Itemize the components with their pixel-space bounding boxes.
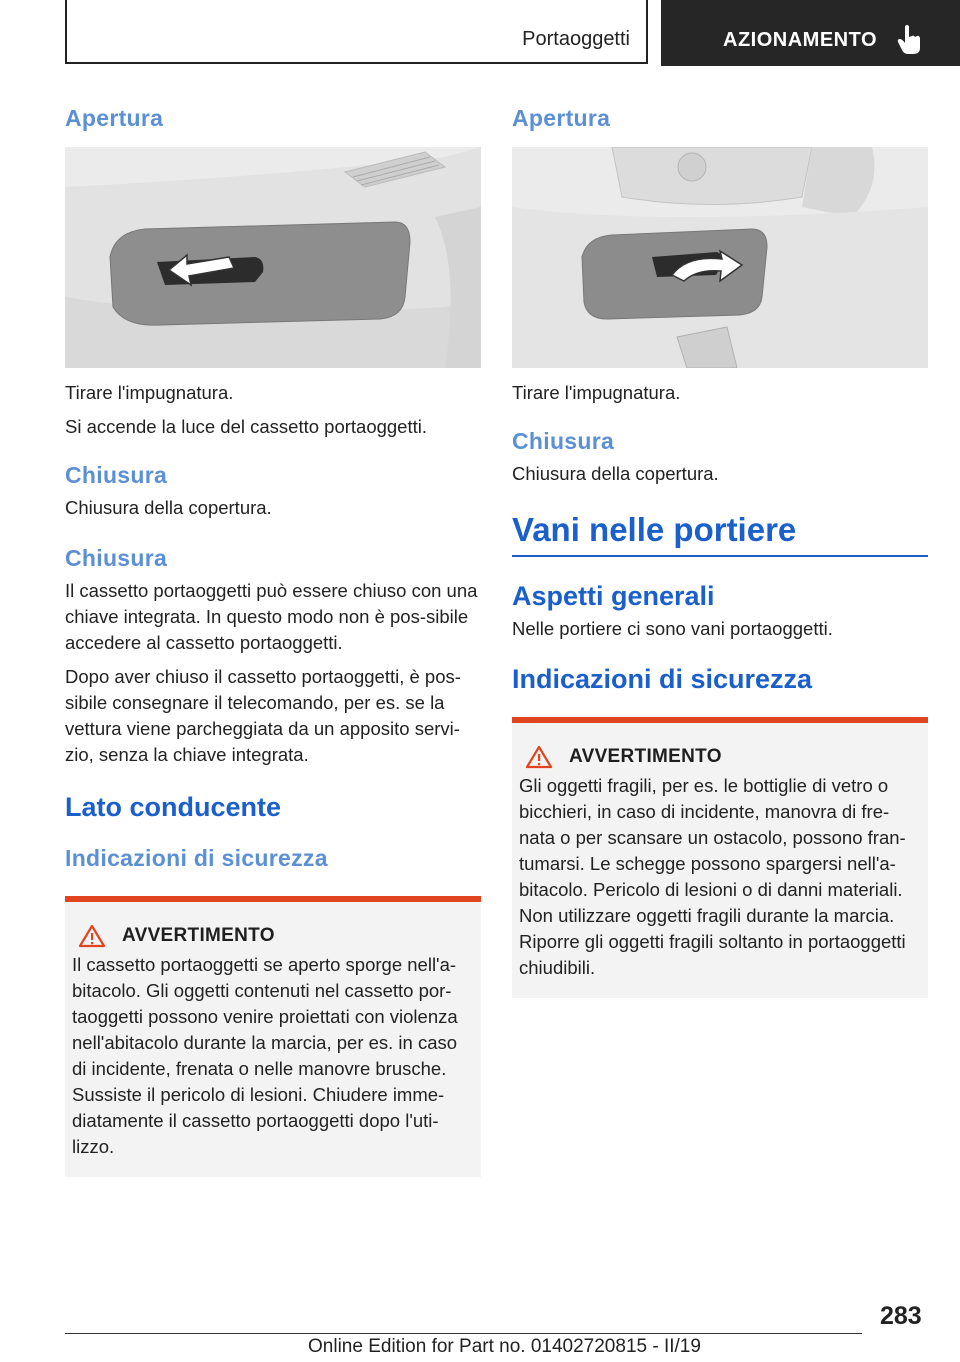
- warning-box-right: [512, 717, 928, 998]
- heading-lato-conducente: Lato conducente: [65, 792, 282, 822]
- text-chiusura-copertura-right: Chiusura della copertura.: [512, 463, 719, 484]
- header-section-box: [65, 0, 648, 64]
- heading-apertura-right: Apertura: [512, 105, 611, 131]
- text-tirare-right: Tirare l'impugnatura.: [512, 382, 681, 403]
- heading-indicazioni-left: Indicazioni di sicurezza: [65, 845, 328, 871]
- heading-vani-nelle-portiere: Vani nelle portiere: [512, 511, 928, 557]
- hand-pointer-icon: [895, 24, 923, 56]
- heading-aspetti-generali: Aspetti generali: [512, 581, 715, 611]
- heading-chiusura-left-1: Chiusura: [65, 462, 168, 488]
- heading-chiusura-right: Chiusura: [512, 428, 615, 454]
- header-section-title: Portaoggetti: [522, 28, 630, 50]
- right-column: [512, 100, 928, 998]
- heading-chiusura-left-2: Chiusura: [65, 545, 168, 571]
- warning-title-left: AVVERTIMENTO: [122, 925, 275, 946]
- footer-divider: [65, 1333, 862, 1334]
- driver-compartment-illustration: [512, 147, 928, 368]
- footer-edition: Online Edition for Part no. 01402720815 - II/19: [308, 1336, 701, 1357]
- warning-triangle-icon: [78, 924, 106, 948]
- heading-indicazioni-right: Indicazioni di sicurezza: [512, 664, 813, 694]
- warning-title-right: AVVERTIMENTO: [569, 746, 722, 767]
- glovebox-passenger-image: [65, 147, 481, 368]
- text-telecomando: Dopo aver chiuso il cassetto portaoggetti, è pos-sibile consegnare il telecomando, per es. se la vettura viene parcheggiata da un apposito servi-zio, senza la chiave integrata.: [65, 666, 461, 765]
- warning-box-left: [65, 896, 481, 1177]
- text-luce: Si accende la luce del cassetto portaoggetti.: [65, 416, 428, 437]
- text-vani-portaoggetti: Nelle portiere ci sono vani portaoggetti.: [512, 618, 833, 639]
- warning-header-left: [72, 924, 473, 948]
- warning-header-right: [519, 745, 920, 769]
- glovebox-driver-image: [512, 147, 928, 368]
- text-chiusura-copertura-left: Chiusura della copertura.: [65, 497, 272, 518]
- warning-text-right: Gli oggetti fragili, per es. le bottiglie di vetro o bicchieri, in caso di incidente, manovra di fre-nata o per scansare un ostacolo, possono fran-tumarsi. Le schegge possono spargersi nell'a-bitacolo. Pericolo di lesioni o di danni materiali. Non utilizzare oggetti fragili durante la marcia. Riporre gli oggetti fragili soltanto in portaoggetti chiudibili.: [519, 775, 906, 978]
- text-tirare-left: Tirare l'impugnatura.: [65, 382, 234, 403]
- warning-triangle-icon: [525, 745, 553, 769]
- warning-text-left: Il cassetto portaoggetti se aperto sporge nell'a-bitacolo. Gli oggetti contenuti nel cassetto por-taoggetti possono venire proiettati con violenza nell'abitacolo durante la marcia, per es. in caso di incidente, frenata o nelle manovre brusche. Sussiste il pericolo di lesioni. Chiudere imme-diatamente il cassetto portaoggetti dopo l'uti-lizzo.: [72, 954, 458, 1157]
- page-number: 283: [880, 1302, 922, 1330]
- glovebox-illustration: [65, 147, 481, 368]
- left-column: [65, 100, 481, 1177]
- heading-apertura-left: Apertura: [65, 105, 164, 131]
- text-chiave-integrata: Il cassetto portaoggetti può essere chiuso con una chiave integrata. In questo modo non è pos-sibile accedere al cassetto portaoggetti.: [65, 580, 478, 653]
- header-chapter-title: AZIONAMENTO: [723, 29, 878, 51]
- header-chapter-tab: [661, 0, 960, 66]
